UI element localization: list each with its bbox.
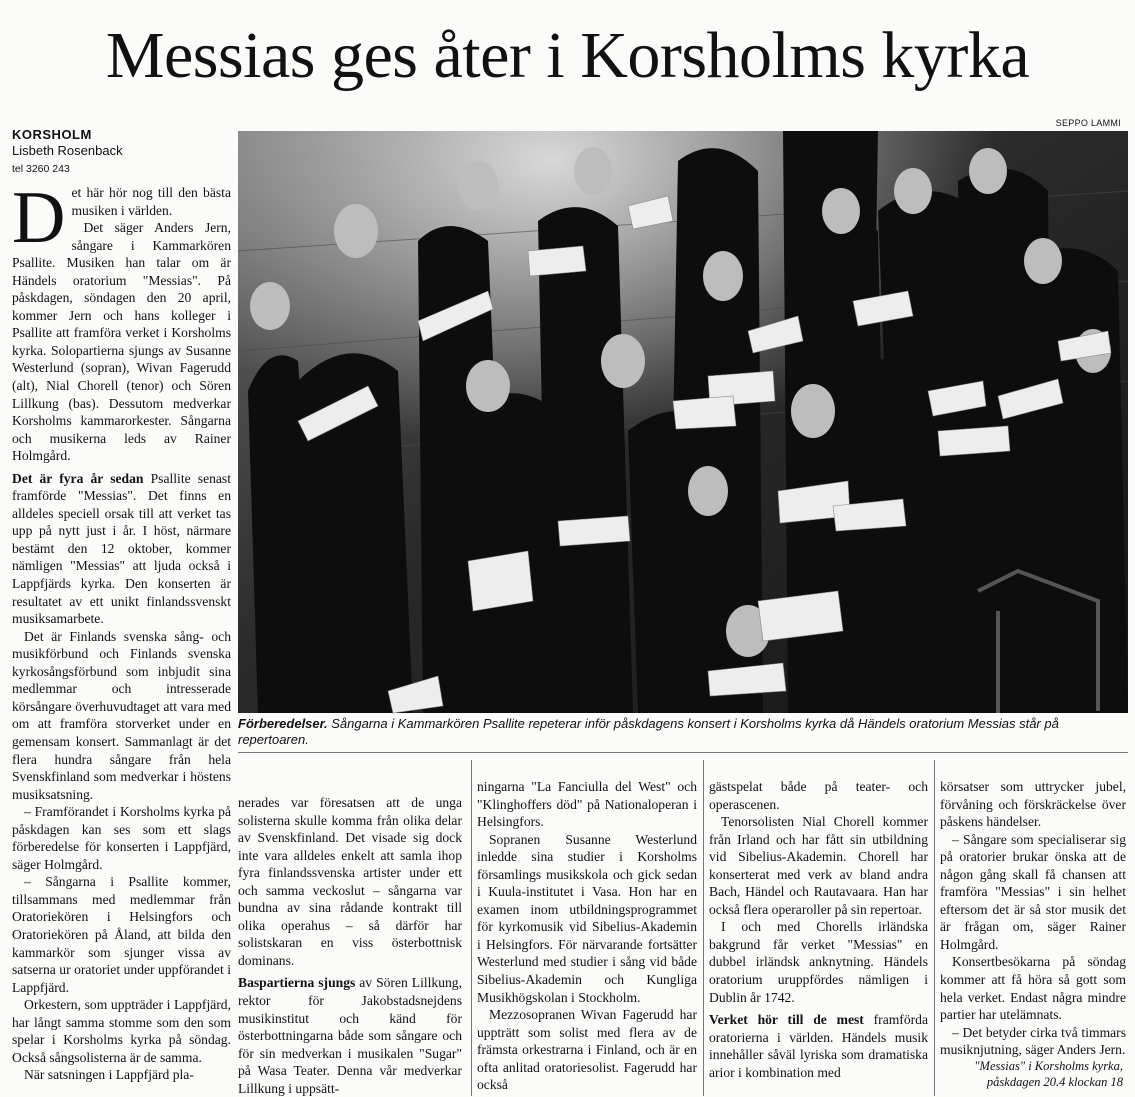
divider — [471, 760, 472, 1096]
column-4 — [709, 778, 928, 1096]
subhead-lead: Baspartierna sjungs — [238, 975, 356, 991]
paragraph-text: av Sören Lillkung, rektor för Jakobstadsnejdens musikinstitut och känd för österbottningarna både som sångare och för sin medverkan i musikalen "Sugar" på Wasa Teater. Denna vår medverkar Lillkung i uppsätt- — [238, 975, 462, 1096]
byline — [12, 127, 237, 179]
photo-caption — [238, 716, 1128, 748]
paragraph: – Sångarna i Psallite kommer, tillsammans med medlemmar från Oratoriekören i Helsingfors och Oratoriekören på Åland, att bilda den kammarkör som sjunger vissa av satserna ur oratoriet under uppförandet i Lappfjärd. — [12, 874, 231, 995]
paragraph-text: Psallite senast framförde "Messias". Det finns en alldeles speciell orsak till att verket tas upp på nytt just i år. I höst, närmare bestämt den 12 oktober, kommer nämligen "Messias" att ljuda också i Lappfjärds kyrka. Den konserten är resultatet av ett unikt finlandssvenskt musiksamarbete. — [12, 470, 231, 627]
paragraph — [238, 974, 462, 1097]
byline-phone: tel 3260 243 — [12, 163, 70, 175]
paragraph: När satsningen i Lappfjärd pla- — [24, 1067, 194, 1083]
paragraph: körsatser som uttrycker jubel, förvåning och förskräckelse över påskens händelser. — [940, 779, 1126, 830]
event-info-line: påskdagen 20.4 klockan 18 — [986, 1075, 1123, 1089]
paragraph: – Framförandet i Korsholms kyrka på påskdagen kan ses som ett slags förberedelse för konserten i Lappfjärd, säger Holmgård. — [12, 804, 231, 872]
byline-place: KORSHOLM — [12, 127, 92, 142]
caption-lead: Förberedelser. — [238, 716, 328, 731]
paragraph: ningarna "La Fanciulla del West" och "Klinghoffers död" på Nationaloperan i Helsingfors. — [477, 779, 697, 830]
column-1 — [12, 177, 231, 1096]
paragraph: Orkestern, som uppträder i Lappfjärd, har långt samma stomme som den som spelar i Korsholms kyrka på söndag. Också sångsolisterna är de samma. — [12, 997, 231, 1065]
paragraph: nerades var föresatsen att de unga solisterna skulle komma från olika delar av Svenskfinland. Det visade sig dock inte vara alldeles enkelt att samla ihop fyra finlandssvenska artister under ett och samma veckoslut – sångarna var bundna av sina rådande kontrakt till olika operahus – så därför har solistskaran en viss österbottnisk dominans. — [238, 795, 462, 968]
paragraph: Det säger Anders Jern, sångare i Kammarkören Psallite. Musiken han talar om är Händels oratorium "Messias". På påskdagen, söndagen den 20 april, kommer Jern och hans kolleger i Psallite att framföra verket i Korsholms kyrka. Solopartierna sjungs av Susanne Westerlund (sopran), Wivan Fagerudd (alt), Nial Chorell (tenor) och Sören Lillkung (bas). Dessutom medverkar Korsholms kammarorkester. Sångarna och musikerna leds av Rainer Holmgård. — [12, 220, 231, 464]
divider — [703, 760, 704, 1096]
paragraph: Tenorsolisten Nial Chorell kommer från Irland och har fått sin utbildning vid Sibelius-Akademin. Chorell har konserterat med verk av bland andra Bach, Händel och Rautavaara. Han har också flera operaroller på sin repertoar. — [709, 814, 928, 917]
paragraph: Sopranen Susanne Westerlund inledde sina studier i Korsholms församlings musikskola och gick sedan i Kuula-institutet i Vasa. Hon har en examen inom utbildningsprogrammet för kyrkomusik vid Sibelius-Akademin i Helsingfors. För närvarande fortsätter Westerlund med studier i sång vid både Sibelius-Akademin och Kungliga Musikhögskolan i Stockholm. — [477, 831, 697, 1005]
byline-author: Lisbeth Rosenback — [12, 143, 123, 158]
column-5 — [940, 778, 1126, 1058]
caption-text: Sångarna i Kammarkören Psallite repeterar inför påskdagens konsert i Korsholms kyrka då Händels oratorium Messias står på repertoaren. — [238, 716, 1059, 747]
event-info — [974, 1058, 1123, 1090]
paragraph: gästspelat både på teater- och operascenen. — [709, 779, 928, 812]
event-info-line: "Messias" i Korsholms kyrka, — [974, 1059, 1123, 1073]
column-3 — [477, 778, 697, 1096]
column-2 — [238, 794, 462, 1096]
paragraph: – Sångare som specialiserar sig på oratorier brukar önska att de någon gång skall få chansen att framföra "Messias" i sin helhet eftersom det är så stor musik det är frågan om, säger Rainer Holmgård. — [940, 831, 1126, 952]
divider — [934, 760, 935, 1096]
headline: Messias ges åter i Korsholms kyrka — [105, 19, 1030, 92]
paragraph — [12, 470, 231, 628]
subhead-lead: Verket hör till de mest — [709, 1012, 864, 1028]
paragraph — [709, 1011, 928, 1081]
choir-photo — [238, 131, 1128, 713]
photo-credit: SEPPO LAMMI — [1055, 118, 1121, 128]
paragraph: et här hör nog till den bästa musiken i världen. — [71, 185, 231, 218]
paragraph: Mezzosopranen Wivan Fagerudd har uppträtt som solist med flera av de främsta orkestrarna i Finland, och är en ofta anlitad oratoriesolist. Fagerudd har också — [477, 1007, 697, 1093]
paragraph-text: framförda oratorierna i världen. Händels musik innehåller såväl lyriska som dramatiska arior i kombination med — [709, 1012, 928, 1080]
paragraph: – Det betyder cirka två timmars musiknjutning, säger Anders Jern. — [940, 1024, 1126, 1058]
paragraph: Konsertbesökarna på söndag kommer att få höra så gott som hela verket. Endast några mindre partier har utelämnats. — [940, 954, 1126, 1023]
divider — [238, 752, 1128, 753]
subhead-lead: Det är fyra år sedan — [12, 470, 144, 486]
drop-cap: D — [12, 177, 66, 259]
paragraph: I och med Chorells irländska bakgrund får verket "Messias" en dubbel irländsk anknytning. Händels oratorium uruppfördes nämligen i Dublin år 1742. — [709, 919, 928, 1005]
paragraph: Det är Finlands svenska sång- och musikförbund och Finlands svenska kyrkosångsförbund som inbjudit sina medlemmar och intresserade körsångare överhuvudtaget att vara med om att framföra storverket under en gemensam konsert. Sammanlagt är det flera hundra sångare från hela Svenskfinland som medverkar i höstens musiksatsning. — [12, 628, 231, 802]
